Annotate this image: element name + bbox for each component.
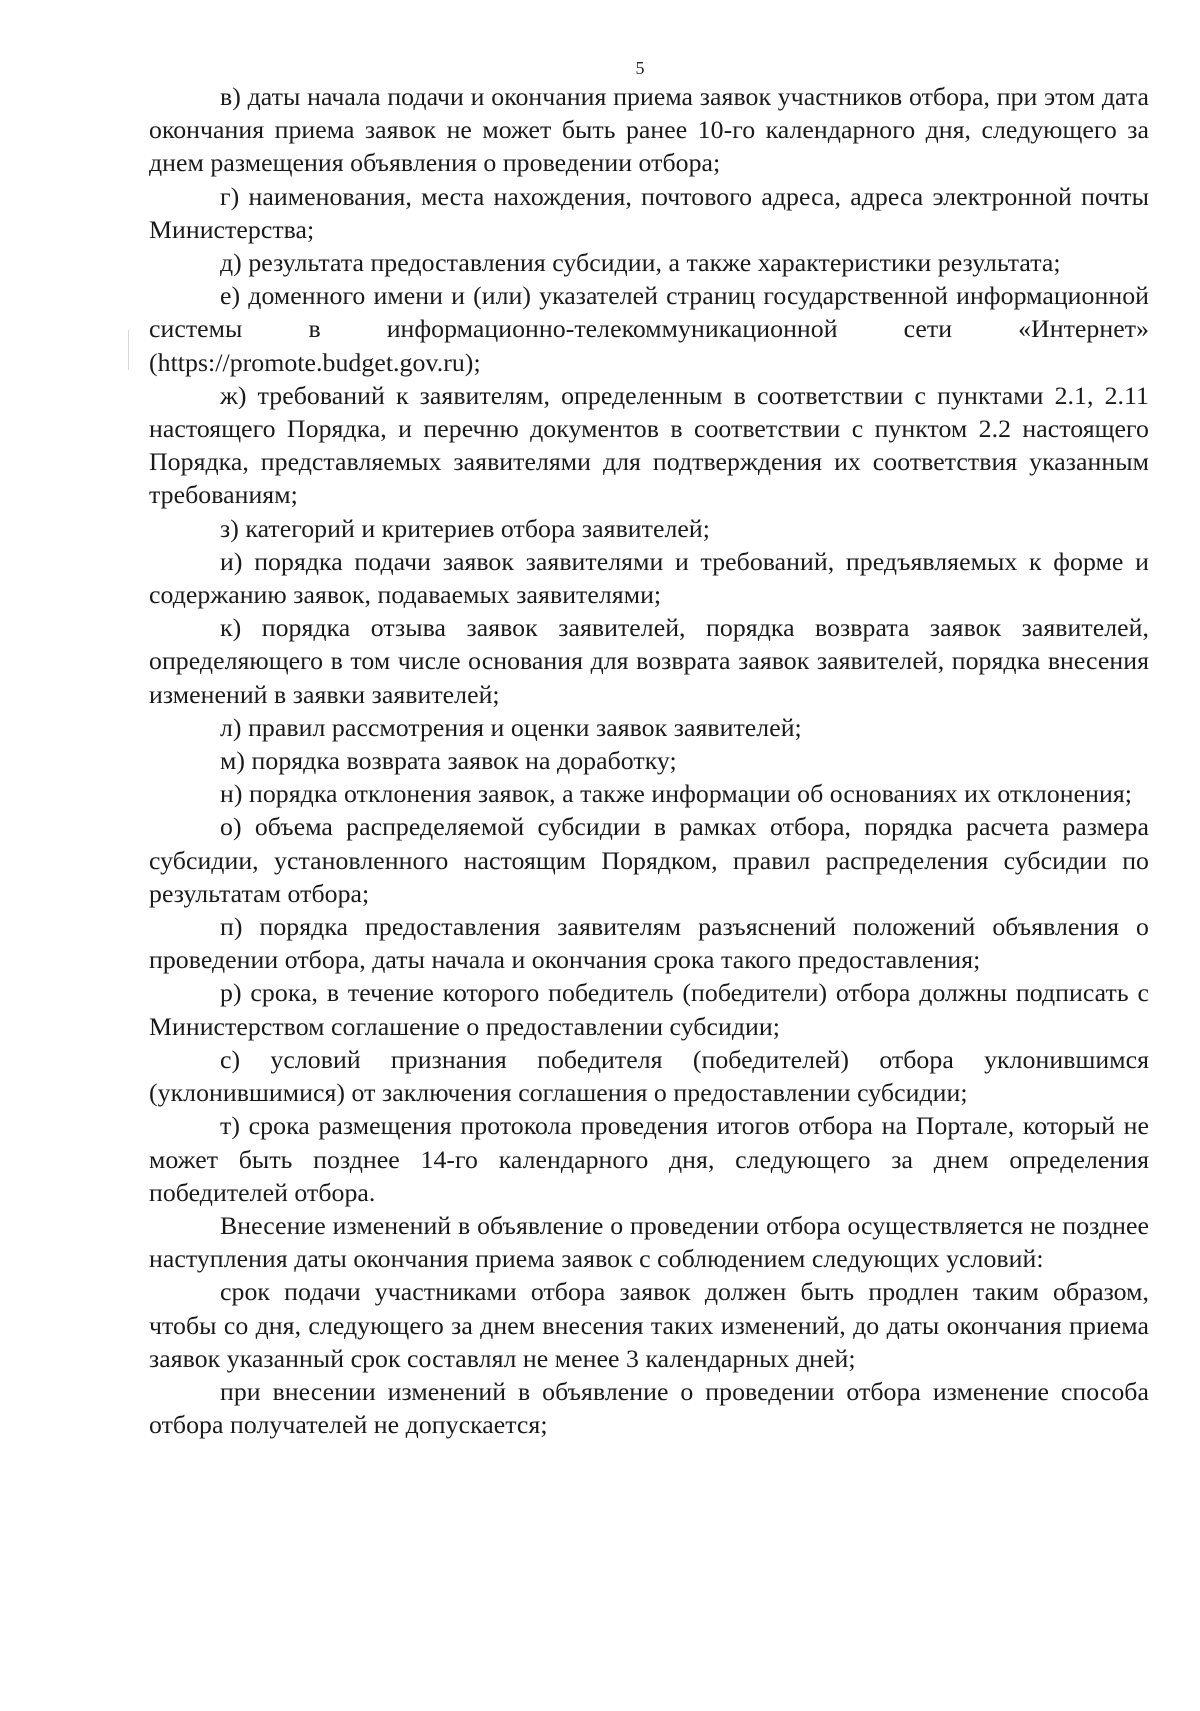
- paragraph-m: м) порядка возврата заявок на доработку;: [220, 746, 677, 776]
- paragraph-l: л) правил рассмотрения и оценки заявок заявителей;: [220, 712, 802, 742]
- paragraph-deadline-extension: срок подачи участниками отбора заявок должен быть продлен таким образом, чтобы со дня, следующего за днем внесения таких изменений, до даты окончания приема заявок указанный срок составлял не менее 3 календарных дней;: [149, 1277, 1149, 1373]
- paragraph-g: г) наименования, места нахождения, почтового адреса, адреса электронной почты Министерства;: [149, 181, 1149, 244]
- paragraph-zh: ж) требований к заявителям, определенным в соответствии с пунктами 2.1, 2.11 настоящего Порядка, и перечню документов в соответствии с пунктом 2.2 настоящего Порядка, представляемых заявителями для подтверждения их соответствия указанным требованиям;: [149, 380, 1149, 510]
- paragraph-r: р) срока, в течение которого победитель (победители) отбора должны подписать с Министерством соглашение о предоставлении субсидии;: [149, 978, 1149, 1041]
- paragraph-i: и) порядка подачи заявок заявителями и требований, предъявляемых к форме и содержанию заявок, подаваемых заявителями;: [149, 546, 1149, 610]
- paragraph-p: п) порядка предоставления заявителям разъяснений положений объявления о проведении отбора, даты начала и окончания срока такого предоставления;: [149, 912, 1149, 975]
- paragraph-e: е) доменного имени и (или) указателей страниц государственной информационной системы в информационно-телекоммуникационной сети «Интернет» (https://promote.budget.gov.ru);: [149, 281, 1149, 377]
- paragraph-v: в) даты начала подачи и окончания приема заявок участников отбора, при этом дата окончания приема заявок не может быть ранее 10-го календарного дня, следующего за днем размещения объявления о проведении отбора;: [149, 82, 1149, 178]
- paragraph-k: к) порядка отзыва заявок заявителей, порядка возврата заявок заявителей, определяющего в том числе основания для возврата заявок заявителей, порядка внесения изменений в заявки заявителей;: [149, 613, 1149, 709]
- document-body: [149, 80, 1149, 1441]
- paragraph-amendments-intro: Внесение изменений в объявление о проведении отбора осуществляется не позднее наступления даты окончания приема заявок с соблюдением следующих условий:: [149, 1210, 1149, 1274]
- paragraph-selection-method: при внесении изменений в объявление о проведении отбора изменение способа отбора получателей не допускается;: [149, 1376, 1149, 1440]
- paragraph-n: н) порядка отклонения заявок, а также информации об основаниях их отклонения;: [220, 779, 1133, 809]
- paragraph-t: т) срока размещения протокола проведения итогов отбора на Портале, который не может быть позднее 14-го календарного дня, следующего за днем определения победителей отбора.: [149, 1111, 1149, 1207]
- paragraph-s: с) условий признания победителя (победителей) отбора уклонившимся (уклонившимися) от заключения соглашения о предоставлении субсидии;: [149, 1044, 1149, 1108]
- scan-artifact-line: [128, 330, 129, 370]
- page-number: 5: [635, 58, 645, 78]
- paragraph-o: о) объема распределяемой субсидии в рамках отбора, порядка расчета размера субсидии, установленного настоящим Порядком, правил распределения субсидии по результатам отбора;: [149, 812, 1149, 908]
- paragraph-z: з) категорий и критериев отбора заявителей;: [220, 513, 710, 543]
- paragraph-d: д) результата предоставления субсидии, а также характеристики результата;: [220, 248, 1061, 278]
